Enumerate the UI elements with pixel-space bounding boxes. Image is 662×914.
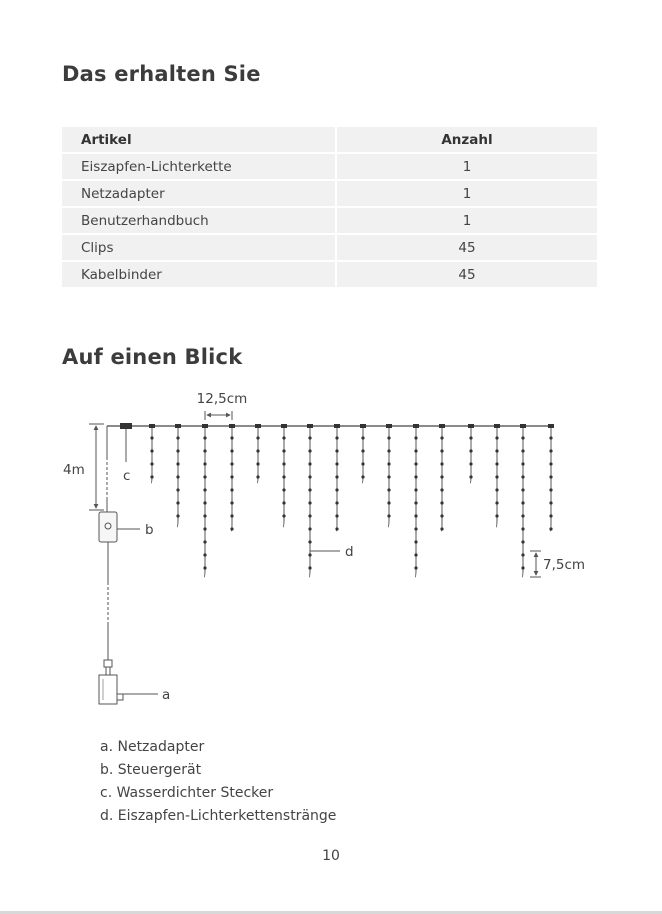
- led-bulb: [203, 566, 206, 569]
- strand-connector: [307, 424, 313, 428]
- led-bulb: [521, 514, 524, 517]
- table-header-row: [62, 127, 597, 152]
- led-bulb: [361, 475, 364, 478]
- adapter-socket: [117, 694, 123, 700]
- strand-connector: [281, 424, 287, 428]
- table-row: [62, 262, 597, 287]
- led-bulb: [230, 462, 233, 465]
- led-bulb: [230, 488, 233, 491]
- led-bulb: [176, 501, 179, 504]
- led-bulb: [521, 436, 524, 439]
- led-bulb: [308, 449, 311, 452]
- led-bulb: [176, 488, 179, 491]
- led-bulb: [521, 475, 524, 478]
- strand-connector: [334, 424, 340, 428]
- led-bulb: [308, 436, 311, 439]
- led-bulb: [230, 501, 233, 504]
- led-bulb: [549, 449, 552, 452]
- callout-a: a: [162, 687, 171, 703]
- led-bulb: [203, 436, 206, 439]
- led-bulb: [414, 475, 417, 478]
- strand-connector: [360, 424, 366, 428]
- led-bulb: [387, 436, 390, 439]
- led-bulb: [495, 488, 498, 491]
- section-title-contents: Das erhalten Sie: [62, 62, 261, 86]
- strand-wire: [470, 426, 471, 483]
- led-bulb: [282, 436, 285, 439]
- adapter-plug: [104, 660, 112, 667]
- led-bulb: [230, 475, 233, 478]
- led-bulb: [308, 488, 311, 491]
- led-bulb: [414, 566, 417, 569]
- led-bulb: [440, 449, 443, 452]
- table-cell-article: Clips: [62, 235, 337, 260]
- adapter-neck: [106, 667, 110, 675]
- led-bulb: [387, 488, 390, 491]
- led-bulb: [335, 436, 338, 439]
- led-bulb: [414, 436, 417, 439]
- led-bulb: [495, 501, 498, 504]
- led-bulb: [176, 462, 179, 465]
- callout-c: c: [123, 468, 131, 484]
- parts-legend: [100, 736, 336, 828]
- strand-connector: [413, 424, 419, 428]
- table-row: [62, 181, 597, 206]
- strand-connector: [468, 424, 474, 428]
- led-bulb: [282, 475, 285, 478]
- led-bulb: [387, 475, 390, 478]
- led-bulb: [495, 449, 498, 452]
- led-bulb: [440, 462, 443, 465]
- led-bulb: [469, 436, 472, 439]
- legend-item: a. Netzadapter: [100, 739, 205, 755]
- led-bulb: [308, 462, 311, 465]
- table-row: [62, 154, 597, 179]
- led-bulb: [308, 540, 311, 543]
- led-bulb: [414, 462, 417, 465]
- led-bulb: [387, 462, 390, 465]
- led-bulb: [203, 501, 206, 504]
- strand-connector: [255, 424, 261, 428]
- led-bulb: [440, 527, 443, 530]
- led-bulb: [256, 449, 259, 452]
- led-bulb: [203, 488, 206, 491]
- led-bulb: [282, 449, 285, 452]
- led-bulb: [335, 514, 338, 517]
- led-bulb: [203, 553, 206, 556]
- led-bulb: [521, 488, 524, 491]
- strand-connector: [439, 424, 445, 428]
- led-bulb: [387, 514, 390, 517]
- strand-connector: [520, 424, 526, 428]
- led-bulb: [521, 462, 524, 465]
- led-bulb: [549, 501, 552, 504]
- led-bulb: [230, 514, 233, 517]
- column-header-quantity: Anzahl: [337, 127, 597, 152]
- strand-connector: [386, 424, 392, 428]
- legend-item: c. Wasserdichter Stecker: [100, 785, 274, 801]
- table-row: [62, 235, 597, 260]
- led-bulb: [549, 462, 552, 465]
- led-bulb: [440, 475, 443, 478]
- led-bulb: [308, 527, 311, 530]
- table-cell-quantity: 1: [337, 181, 597, 206]
- led-bulb: [469, 462, 472, 465]
- legend-item: d. Eiszapfen-Lichterkettenstränge: [100, 808, 337, 824]
- strand-connector: [494, 424, 500, 428]
- led-bulb: [549, 488, 552, 491]
- led-bulb: [150, 475, 153, 478]
- led-bulb: [308, 553, 311, 556]
- led-bulb: [150, 449, 153, 452]
- led-bulb: [521, 527, 524, 530]
- strand-connector: [175, 424, 181, 428]
- table-cell-article: Benutzerhandbuch: [62, 208, 337, 233]
- table-cell-article: Netzadapter: [62, 181, 337, 206]
- led-bulb: [150, 462, 153, 465]
- led-bulb: [308, 475, 311, 478]
- table-cell-quantity: 45: [337, 262, 597, 287]
- led-bulb: [308, 566, 311, 569]
- led-bulb: [230, 527, 233, 530]
- table-cell-quantity: 1: [337, 154, 597, 179]
- led-bulb: [203, 449, 206, 452]
- strand-connector: [548, 424, 554, 428]
- led-bulb: [495, 436, 498, 439]
- led-bulb: [230, 436, 233, 439]
- led-bulb: [335, 527, 338, 530]
- led-bulb: [387, 449, 390, 452]
- strand-connector: [149, 424, 155, 428]
- led-bulb: [440, 514, 443, 517]
- strand-wire: [151, 426, 152, 483]
- led-bulb: [414, 540, 417, 543]
- table-cell-quantity: 1: [337, 208, 597, 233]
- led-bulb: [176, 514, 179, 517]
- led-bulb: [414, 501, 417, 504]
- callout-b: b: [145, 522, 154, 538]
- led-bulb: [414, 553, 417, 556]
- led-bulb: [495, 475, 498, 478]
- led-bulb: [282, 488, 285, 491]
- led-bulb: [414, 514, 417, 517]
- led-bulb: [521, 540, 524, 543]
- led-bulb: [495, 462, 498, 465]
- contents-table: [62, 125, 597, 289]
- led-bulb: [308, 514, 311, 517]
- waterproof-plug: [120, 423, 132, 429]
- led-bulb: [440, 488, 443, 491]
- led-bulb: [176, 449, 179, 452]
- led-bulb: [549, 527, 552, 530]
- led-bulb: [521, 501, 524, 504]
- led-bulb: [469, 449, 472, 452]
- light-chain-diagram: [0, 385, 662, 715]
- strand-wire: [362, 426, 363, 483]
- led-bulb: [203, 540, 206, 543]
- led-bulb: [335, 501, 338, 504]
- led-bulb: [256, 462, 259, 465]
- led-bulb: [521, 449, 524, 452]
- callout-d: d: [345, 544, 354, 560]
- led-bulb: [549, 514, 552, 517]
- led-bulb: [549, 436, 552, 439]
- drop-label: 7,5cm: [543, 557, 586, 573]
- led-bulb: [469, 475, 472, 478]
- led-bulb: [256, 436, 259, 439]
- led-bulb: [282, 462, 285, 465]
- led-bulb: [256, 475, 259, 478]
- power-adapter: [99, 675, 117, 704]
- table-cell-quantity: 45: [337, 235, 597, 260]
- led-bulb: [414, 488, 417, 491]
- led-bulb: [414, 449, 417, 452]
- led-bulb: [361, 436, 364, 439]
- led-bulb: [308, 501, 311, 504]
- led-bulb: [176, 436, 179, 439]
- legend-item: b. Steuergerät: [100, 762, 202, 778]
- led-bulb: [335, 488, 338, 491]
- led-bulb: [176, 475, 179, 478]
- table-cell-article: Kabelbinder: [62, 262, 337, 287]
- led-bulb: [521, 553, 524, 556]
- led-bulb: [203, 527, 206, 530]
- height-label: 4m: [63, 462, 85, 478]
- strand-wire: [257, 426, 258, 483]
- led-bulb: [203, 514, 206, 517]
- led-bulb: [230, 449, 233, 452]
- section-title-overview: Auf einen Blick: [62, 345, 243, 369]
- table-row: [62, 208, 597, 233]
- led-bulb: [440, 436, 443, 439]
- led-bulb: [150, 436, 153, 439]
- led-bulb: [521, 566, 524, 569]
- led-bulb: [282, 514, 285, 517]
- led-bulb: [282, 501, 285, 504]
- table-cell-article: Eiszapfen-Lichterkette: [62, 154, 337, 179]
- controller-box: [99, 512, 117, 542]
- led-bulb: [335, 475, 338, 478]
- led-bulb: [335, 449, 338, 452]
- led-bulb: [414, 527, 417, 530]
- led-bulb: [440, 501, 443, 504]
- spacing-label: 12,5cm: [196, 391, 248, 407]
- led-bulb: [361, 462, 364, 465]
- strand-connector: [202, 424, 208, 428]
- led-bulb: [335, 462, 338, 465]
- led-bulb: [203, 462, 206, 465]
- led-bulb: [549, 475, 552, 478]
- page-number: 10: [322, 848, 340, 864]
- led-bulb: [203, 475, 206, 478]
- led-bulb: [387, 501, 390, 504]
- led-bulb: [495, 514, 498, 517]
- strand-connector: [229, 424, 235, 428]
- led-bulb: [361, 449, 364, 452]
- column-header-article: Artikel: [62, 127, 337, 152]
